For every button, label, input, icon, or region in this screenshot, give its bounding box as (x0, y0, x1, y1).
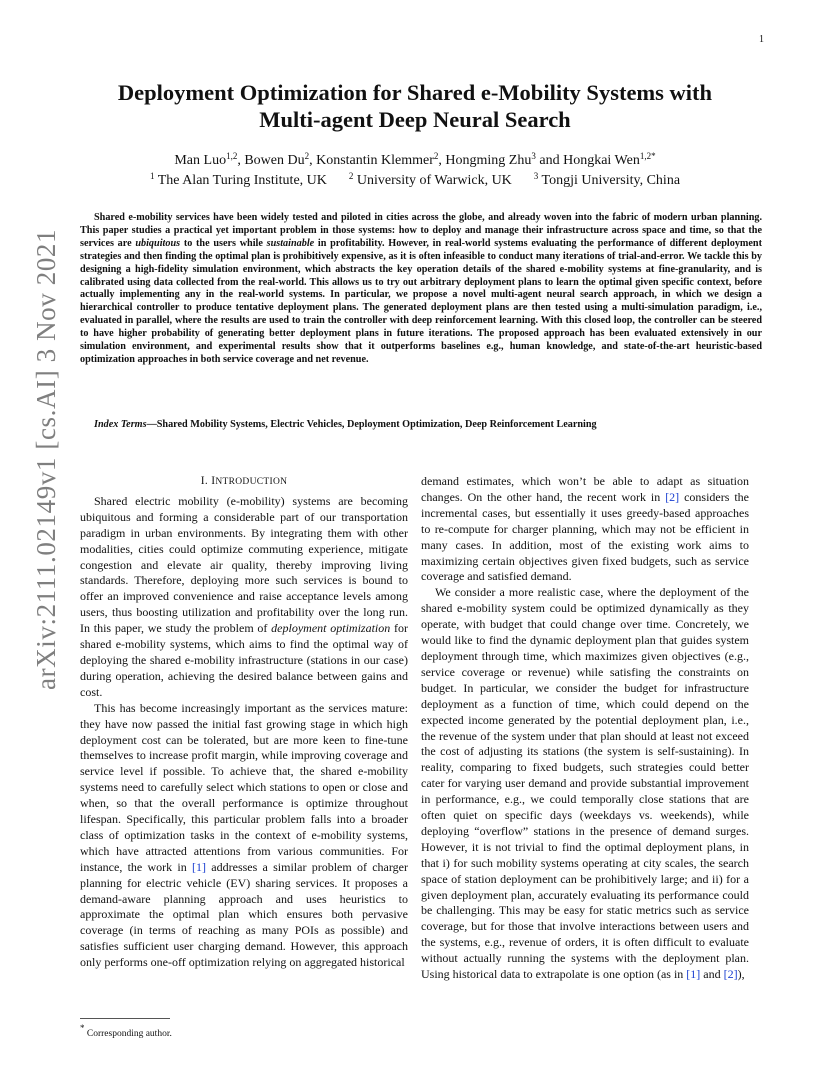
index-terms-label: Index Terms (94, 419, 147, 430)
affiliation: $^1$ The Alan Turing Institute, UK (149, 171, 327, 188)
author: Bowen Du$^2$, (244, 151, 317, 168)
citation-link[interactable]: [2] (665, 489, 680, 504)
paper-title (80, 79, 750, 133)
author: Konstantin Klemmer$^2$, (316, 151, 446, 168)
affiliation: $^2$ University of Warwick, UK (348, 171, 512, 188)
affiliation: $^3$ Tongji University, China (533, 171, 681, 188)
author: Man Luo$^{1,2}$, (174, 151, 245, 168)
index-terms: Index Terms—Shared Mobility Systems, Electric Vehicles, Deployment Optimization, Deep Reinforcement Learning (94, 419, 597, 430)
citation-link[interactable]: [1] (192, 859, 207, 874)
title-line-2: Multi-agent Deep Neural Search (259, 107, 571, 132)
footnote: * Corresponding author. (80, 1023, 172, 1039)
paragraph: Shared electric mobility (e-mobility) systems are becoming ubiquitous and forming a considerable part of our transportation paradigm in urban environments. By integrating them with other modalities, cities could optimize commuting experience, mitigate congestion and elevate air quality, thereby improving living standards. Therefore, deploying more such services is bound to offer an improved convenience and raise acceptance levels among users, thus boosting utilization and profitability over the long run. In this paper, we study the problem of deployment optimization for shared e-mobility systems, which aims to find the optimal way of deploying the shared e-mobility infrastructure (stations in our case) during operation, achieving the desired balance between gains and cost. (80, 493, 408, 699)
arxiv-stamp[interactable]: arXiv:2111.02149v1 [cs.AI] 3 Nov 2021 (31, 228, 61, 690)
affiliations (80, 172, 750, 190)
paragraph: This has become increasingly important as the services mature: they have now passed the initial fast growing stage in which high deployment cost can be tolerated, but are more keen to fine-tune themselves to increase profit margin, while improving coverage and service level if possible. To achieve that, the shared e-mobility systems need to carefully select which stations to open or close and when, so that the overall performance is optimize throughout lifespan. Specifically, this particular problem falls into a broader class of optimization tasks in the context of e-mobility systems, which have attracted attentions from various communities. For instance, the work in [1] addresses a similar problem of charger planning for electric vehicle (EV) sharing services. It proposes a demand-aware planning approach and uses heuristics to approximate the optimal plan which ensures both pervasive coverage (in terms of reaching as many POIs as possible) and satisfies sufficient user charging demand. However, this approach only performs one-off optimization relying on aggregated historical (80, 700, 408, 970)
left-column (80, 474, 408, 971)
title-line-1: Deployment Optimization for Shared e-Mobility Systems with (117, 80, 713, 105)
citation-link[interactable]: [2] (723, 967, 738, 982)
section-heading-introduction: I. INTRODUCTION (200, 475, 288, 487)
citation-link[interactable]: [1] (686, 967, 701, 982)
paragraph: demand estimates, which won’t be able to adapt as situation changes. On the other hand, the recent work in [2] considers the incremental cases, but essentially it uses greedy-based approaches to re-compute for charger planning, which may not be efficient in many cases. In addition, most of the existing work aims to maximizing certain objectives given fixed budgets, such as service coverage and satisfied demand. (421, 474, 750, 584)
paragraph: We consider a more realistic case, where the deployment of the shared e-mobility system could be optimized dynamically as they operate, with budget that could change over time. Concretely, we would like to find the dynamic deployment plan that guides system deployment through time, which maximizes given objectives (e.g., service coverage or revenue) while satisfing the constraints on budget. In particular, we consider the budget for infrastructure deployment as a function of time, which could depend on the expected income generated by the potential deployment plan, i.e., the revenue of the system under that plan should at least not exceed the cost of adjusting its stations (the system is self-sustaining). In reality, comparing to fixed budgets, such strategies could better cater for varying user demand and provide substantial improvement in performance, e.g., we could temporally close stations that are often quiet on specific days (weekdays vs. weekends), while deploying “overflow” stations in the presence of demand surges. However, it is not trivial to find the optimal deployment plans, in that i) for such mobility systems operating at city scales, the search space of station deployment can be prohibitively large; and ii) for a given deployment plan, accurately evaluating its performance could be challenging. This may be easy for static metrics such as service coverage, but for those that involve interactions between users and the systems, e.g., revenue of orders, it is often difficult to evaluate without actually running the systems with the deployment plan. Using historical data to extrapolate is one option (as in [1] and [2]), (421, 585, 749, 982)
right-column (421, 474, 749, 983)
abstract: Shared e-mobility services have been widely tested and piloted in cities across the globe, and already woven into the fabric of modern urban planning. This paper studies a practical yet important problem in those systems: how to deploy and manage their infrastructure across space and time, so that the services are ubiquitous to the users while sustainable in profitability. However, in real-world systems evaluating the performance of different deployment strategies and then finding the optimal plan is prohibitively expensive, as it is often infeasible to conduct many iterations of trial-and-error. We tackle this by designing a high-fidelity simulation environment, which abstracts the key operation details of the shared e-mobility systems at fine-granularity, and is calibrated using data collected from the real-world. This allows us to try out arbitrary deployment plans to learn the optimal given specific context, before actually implementing any in the real-world systems. In particular, we propose a novel multi-agent neural search approach, in which we design a hierarchical controller to produce tentative deployment plans. The generated deployment plans are then tested using a multi-simulation paradigm, i.e., evaluated in parallel, where the results are used to train the controller with deep reinforcement learning. With this closed loop, the controller can be steered to have higher probability of generating better deployment plans in future iterations. The proposed approach has been evaluated extensively in our simulation environment, and experimental results show that it outperforms baselines e.g., human knowledge, and state-of-the-art heuristic-based optimization approaches in both service coverage and net revenue. (80, 212, 762, 365)
author: Hongkai Wen$^{1,2*}$ (563, 151, 656, 168)
author: Hongming Zhu$^3$ and (445, 151, 564, 168)
author-list (80, 152, 750, 170)
page-number: 1 (759, 34, 764, 45)
footnote-rule (80, 1018, 170, 1019)
